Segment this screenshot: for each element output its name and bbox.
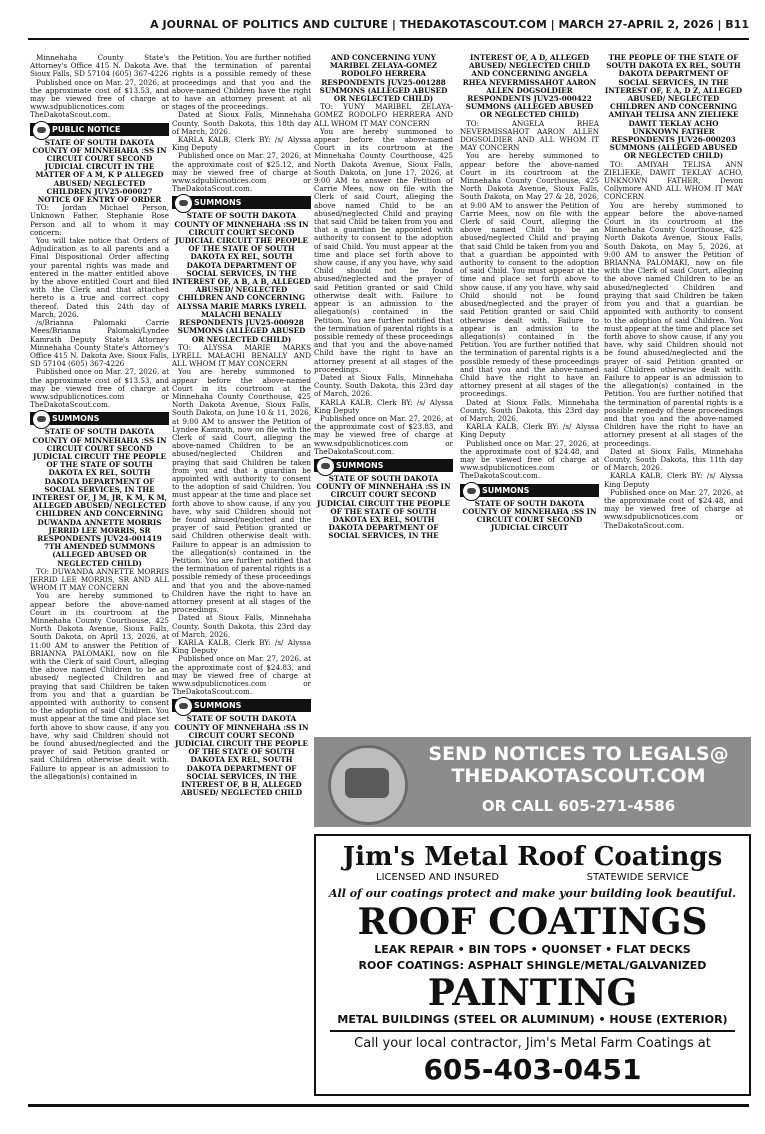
- ad-tagline: All of our coatings protect and make your building look beautiful.: [329, 887, 736, 900]
- notice-heading: STATE OF SOUTH DAKOTA COUNTY OF MINNEHAHA :SS IN CIRCUIT COURT SECOND JUDICIAL CIRCUIT IN THE MATTER OF A M, K P ALLEGED ABUSED/ NEGLECTED CHILDREN JUV25-000027 NOTICE OF ENTRY OF ORDER: [32, 137, 167, 205]
- bottom-rule: [28, 1104, 749, 1107]
- scout-logo-icon: [316, 457, 335, 476]
- notice-text: You will take notice that Orders of Adjudication as to all parents and a Final Dispositional Order affecting your parental rights was made and entered in the matter entitled above by the above entitled Court and filed with the Clerk and that attached hereto is a true and correct copy thereof. Dated this 24th day of March, 2026.: [30, 236, 169, 319]
- notice-text: You are hereby summoned to appear before the above-named Court in its courtroom at the Minnehaha County Courthouse, 425 North Dakota Avenue, Sioux Falls, South Dakota, on April 13, 2026, at 11:00 AM to answer the Petition of BRIANNA PALOMAKI, now on file with the Clerk of said Court, alleging the above named Children to be an abused/ neglected Children and praying that said Children be taken from you and that a guardian be appointed with authority to consent to the adoption of said Children. You must appear at the time and place set forth above to show cause, if any you have, why said Children should not be found abused/neglected and the prayer of said Petition granted or said Children otherwise dealt with. Failure to appear is an admission to the allegation(s) contained in: [30, 591, 169, 781]
- notice-text: Published once on Mar. 27, 2026, at the approximate cost of $24.48, and may be viewed free of charge at www.sdpublicnotices.com or TheDakotaScout.com.: [460, 438, 599, 481]
- notice-text: TO: Jordan Michael Person, Unknown Father, Stephanie Rose Person and all to whom it may concern:: [30, 203, 169, 237]
- notice-heading: STATE OF SOUTH DAKOTA COUNTY OF MINNEHAHA :SS IN CIRCUIT COURT SECOND JUDICIAL CIRCUIT THE PEOPLE OF THE STATE OF SOUTH DAKOTA EX REL, SOUTH DAKOTA DEPARTMENT OF SOCIAL SERVICES, IN THE INTEREST OF, A B, A B, ALLEGED ABUSED/ NEGLECTED CHILDREN AND CONCERNING ALYSSA MARIE MARKS LYRELL MALACHI BENALLY RESPONDENTS JUV25-000928 SUMMONS (ALLEGED ABUSED OR NEGLECTED CHILD): [172, 211, 311, 344]
- page-header: A JOURNAL OF POLITICS AND CULTURE | THEDAKOTASCOUT.COM | MARCH 27-APRIL 2, 2026 | B11: [150, 18, 749, 31]
- ad-title: Jim's Metal Roof Coatings: [342, 842, 723, 872]
- notice-text: TO: DUWANDA ANNETTE MORRIS JERRID LEE MORRIS, SR AND ALL WHOM IT MAY CONCERN: [30, 566, 169, 593]
- ad-types: ROOF COATINGS: ASPHALT SHINGLE/METAL/GALVANIZED: [358, 959, 707, 972]
- notice-heading: STATE OF SOUTH DAKOTA COUNTY OF MINNEHAHA :SS IN CIRCUIT COURT SECOND JUDICIAL CIRCUIT THE PEOPLE OF THE STATE OF SOUTH DAKOTA EX REL, SOUTH DAKOTA DEPARTMENT OF SOCIAL SERVICES, IN THE INTEREST OF, J M, JR, K M, K M, ALLEGED ABUSED/ NEGLECTED CHILDREN AND CONCERNING DUWANDA ANNETTE MORRIS JERRID LEE MORRIS, SR RESPONDENTS JUV24-001419 7TH AMENDED SUMMONS (ALLEGED ABUSED OR NEGLECTED CHILD): [31, 427, 168, 568]
- column-2: [172, 54, 311, 797]
- ad-licensed: LICENSED AND INSURED: [376, 872, 500, 883]
- notice-text: KARLA KALB, Clerk BY: /s/ Alyssa King Deputy: [604, 471, 743, 489]
- ad-call: Call your local contractor, Jim's Metal Farm Coatings at: [354, 1036, 711, 1051]
- notice-text: Published once on Mar. 27, 2026, at the approximate cost of $13.53, and may be viewed free of charge at www.sdpublicnotices.com or TheDakotaScout.com.: [30, 367, 169, 410]
- column-5: [604, 54, 743, 530]
- notice-text: You are hereby summoned to appear before the above-named Court in its courtroom at the Minnehaha County Courthouse, 425 North Dakota Avenue, Sioux Falls, South Dakota, on June 10 & 11, 2026, at 9:00 AM to answer the Petition of Lyndee Kamrath, now on file with the Clerk of said Court, alleging the above-named Children to be an abused/neglected Children and praying that said Children be taken from you and that a guardian be appointed with authority to consent to the adoption of said Children. You must appear at the time and place set forth above to show cause, if any you have, why said Children should not be found abused/neglected and the prayer of said Petition granted or said Children otherwise dealt with. Failure to appear is an admission to the allegation(s) contained in the Petition. You are further notified that the termination of parental rights is a possible remedy of these proceedings and that you and the above-named Children have the right to have an attorney present at all stages of the proceedings.: [172, 367, 311, 615]
- notice-text: TO: YUNY MARIBEL ZELAYA-GOMEZ RODOLFO HERRERA AND ALL WHOM IT MAY CONCERN: [314, 102, 453, 128]
- ad-painting-heading: PAINTING: [427, 972, 638, 1014]
- notice-heading: STATE OF SOUTH DAKOTA COUNTY OF MINNEHAHA :SS IN CIRCUIT COURT SECOND JUDICIAL CIRCUIT THE PEOPLE OF THE STATE OF SOUTH DAKOTA EX REL, SOUTH DAKOTA DEPARTMENT OF SOCIAL SERVICES, IN THE INTEREST OF, B H, ALLEGED ABUSED/ NEGLECTED CHILD: [174, 714, 309, 798]
- scout-emblem-icon: [328, 745, 408, 825]
- scout-logo-icon: [32, 121, 51, 140]
- ad-services: LEAK REPAIR • BIN TOPS • QUONSET • FLAT DECKS: [374, 943, 691, 956]
- notice-text: You are hereby summoned to appear before the above-named Court in its courtroom at the Minnehaha County Courthouse, 425 North Dakota Avenue, Sioux Falls, South Dakota, on June 17, 2026, at 9:00 AM to answer the Petition of Carrie Mees, now on file with the Clerk of said Court, alleging the above named Child to be an abused/neglected Child and praying that said Child be taken from you and that a guardian be appointed with authority to consent to the adoption of said Child. You must appear at the time and place set forth above to show cause, if any you have, why said Child should not be found abused/neglected and the prayer of said Petition granted or said Child otherwise dealt with. Failure to appear is an admission to the allegation(s) contained in the Petition. You are further notified that the termination of parental rights is a possible remedy of these proceedings and that you and the above-named Child have the right to have an attorney present at all stages of the proceedings.: [314, 126, 453, 374]
- column-3: [314, 54, 453, 541]
- column-1: [30, 54, 169, 781]
- notice-text: /s/Brianna Palomaki Carrie Mees/Brianna Palomaki/Lyndee Kamrath Deputy State's Attorney Minnehaha County State's Attorney's Office 415 N. Dakota Ave. Sioux Falls, SD 57104 (605) 367-4226: [30, 318, 169, 369]
- notice-text: Published once on Mar. 27, 2026, at the approximate cost of $24.48, and may be viewed free of charge at www.sdpublicnotices.com or TheDakotaScout.com.: [604, 487, 743, 530]
- notice-text: Minnehaha County State's Attorney's Office 415 N. Dakota Ave. Sioux Falls, SD 57104 (605) 367-4226: [30, 53, 169, 79]
- notice-text: KARLA KALB, Clerk BY: /s/ Alyssa King Deputy: [172, 135, 311, 153]
- ad-statewide: STATEWIDE SERVICE: [586, 872, 689, 883]
- promo-line-2: THEDAKOTASCOUT.COM: [451, 765, 706, 787]
- ad-phone: 605-403-0451: [423, 1053, 642, 1086]
- notice-text: TO: ANGELA RHEA NEVERMISSAHOT AARON ALLEN DOGSOLDIER AND ALL WHOM IT MAY CONCERN: [460, 118, 599, 153]
- promo-line-3: OR CALL 605-271-4586: [481, 797, 676, 815]
- notice-heading: STATE OF SOUTH DAKOTA COUNTY OF MINNEHAHA :SS IN CIRCUIT COURT SECOND JUDICIAL CIRCUIT THE PEOPLE OF THE STATE OF SOUTH DAKOTA EX REL, SOUTH DAKOTA DEPARTMENT OF SOCIAL SERVICES, IN THE: [316, 473, 451, 541]
- notice-text: Dated at Sioux Falls, Minnehaha County, South Dakota, this 11th day of March, 2026.: [604, 446, 743, 473]
- notice-text: Dated at Sioux Falls, Minnehaha County, South Dakota, this 23rd day of March, 2026.: [172, 613, 311, 639]
- notice-text: Published once on Mar. 27, 2026, at the approximate cost of $24.83, and may be viewed free of charge at www.sdpublicnotices.com or TheDakotaScout.com.: [172, 654, 311, 697]
- notice-text: Published once on Mar. 27, 2026, at the approximate cost of $13.53, and may be viewed free of charge at www.sdpublicnotices.com or TheDakotaScout.com.: [30, 77, 169, 120]
- notice-text: Dated at Sioux Falls, Minnehaha County, South Dakota, this 23rd day of March, 2026.: [314, 372, 453, 399]
- column-4: [460, 54, 599, 532]
- notice-text: TO: AMIYAH TELISA ANN ZIELIEKE, DAWIT TEKLAY ACHO, UNKNOWN FATHER, Devon Collymore AND ALL WHOM IT MAY CONCERN: [604, 159, 743, 202]
- notice-text: KARLA KALB, Clerk BY: /s/ Alyssa King Deputy: [460, 422, 599, 440]
- ad-buildings: METAL BUILDINGS (STEEL OR ALUMINUM) • HOUSE (EXTERIOR): [330, 1012, 735, 1032]
- notice-heading: AND CONCERNING YUNY MARIBEL ZELAYA-GOMEZ RODOLFO HERRERA RESPONDENTS JUV25-001288 SUMMONS (ALLEGED ABUSED OR NEGLECTED CHILD): [319, 53, 448, 104]
- ad-subline: [316, 872, 749, 883]
- notice-text: KARLA KALB, Clerk BY: /s/ Alyssa King Deputy: [314, 397, 453, 415]
- section-bar: PUBLIC NOTICE: [30, 123, 169, 136]
- header-rule: [28, 38, 749, 40]
- scout-logo-icon: [462, 482, 481, 501]
- ad-roof-heading: ROOF COATINGS: [357, 901, 708, 943]
- notice-text: the Petition. You are further notified that the termination of parental rights is a possible remedy of these proceedings and that you and the above-named Children have the right to have an attorney present at all stages of the proceedings.: [172, 53, 311, 112]
- send-notices-banner: [314, 737, 751, 827]
- roof-coatings-ad: [314, 834, 751, 1096]
- notice-text: Published once on Mar. 27, 2026, at the approximate cost of $23.83, and may be viewed free of charge at www.sdpublicnotices.com or TheDakotaScout.com.: [314, 413, 453, 456]
- notice-text: TO: ALYSSA MARIE MARKS LYRELL MALACHI BENALLY AND ALL WHOM IT MAY CONCERN: [172, 342, 311, 369]
- notice-text: KARLA KALB, Clerk BY: /s/ Alyssa King Deputy: [172, 638, 311, 656]
- notice-heading: THE PEOPLE OF THE STATE OF SOUTH DAKOTA EX REL, SOUTH DAKOTA DEPARTMENT OF SOCIAL SERVICES, IN THE INTEREST OF, E A, D Z, ALLEGED ABUSED/ NEGLECTED CHILDREN AND CONCERNING AMIYAH TELISA ANN ZIELIEKE DAWIT TEKLAY ACHO UNKNOWN FATHER RESPONDENTS JUV26-000203 SUMMONS (ALLEGED ABUSED OR NEGLECTED CHILD): [604, 53, 743, 161]
- section-bar: SUMMONS: [460, 484, 599, 497]
- notice-text: Dated at Sioux Falls, Minnehaha County, South Dakota, this 18th day of March, 2026.: [172, 110, 311, 136]
- section-bar: SUMMONS: [172, 196, 311, 209]
- section-bar: SUMMONS: [314, 459, 453, 472]
- promo-line-1: SEND NOTICES TO LEGALS@: [428, 743, 729, 765]
- notice-text: Dated at Sioux Falls, Minnehaha County, South Dakota, this 23rd day of March, 2026.: [460, 397, 599, 423]
- section-bar: SUMMONS: [30, 412, 169, 425]
- notice-text: Published once on Mar. 27, 2026, at the approximate cost of $25.12, and may be viewed free of charge at www.sdpublicnotices.com or TheDakotaScout.com.: [172, 151, 311, 194]
- notice-heading: INTEREST OF, A D, ALLEGED ABUSED/ NEGLECTED CHILD AND CONCERNING ANGELA RHEA NEVERMISSAHOT AARON ALLEN DOGSOLDIER RESPONDENTS JUV25-000422 SUMMONS (ALLEGED ABUSED OR NEGLECTED CHILD): [462, 53, 597, 120]
- section-bar: SUMMONS: [172, 699, 311, 712]
- notice-text: You are hereby summoned to appear before the above-named Court in its courtroom at the Minnehaha County Courthouse, 425 North Dakota Avenue, Sioux Falls, South Dakota, on May 27 & 28, 2026, at 9:00 AM to answer the Petition of Carrie Mees, now on file with the Clerk of said Court, alleging the above named Child to be an abused/neglected Child and praying that said Child be taken from you and that a guardian be appointed with authority to consent to the adoption of said Child. You must appear at the time and place set forth above to show cause, if any you have, why said Child should not be found abused/neglected and the prayer of said Petition granted or said Child otherwise dealt with. Failure to appear is an admission to the allegation(s) contained in the Petition. You are further notified that the termination of parental rights is a possible remedy of these proceedings and that you and the above-named Child have the right to have an attorney present at all stages of the proceedings.: [460, 151, 599, 399]
- notice-text: You are hereby summoned to appear before the above-named Court in its courtroom at the Minnehaha County Courthouse, 425 North Dakota Avenue, Sioux Falls, South Dakota, on May 5, 2026, at 9:00 AM to answer the Petition of BRIANNA PALOMAKI, now on file with the Clerk of said Court, alleging the above named Children to be an abused/neglected Children and praying that said Children be taken from you and that a guardian be appointed with authority to consent to the adoption of said Children. You must appear at the time and place set forth above to show cause, if any you have, why said Children should not be found abused/neglected and the prayer of said Petition granted or said Children otherwise dealt with. Failure to appear is an admission to the allegation(s) contained in the Petition. You are further notified that the termination of parental rights is a possible remedy of these proceedings and that you and the above-named Children have the right to have an attorney present at all stages of the proceedings.: [604, 200, 743, 448]
- notice-heading: STATE OF SOUTH DAKOTA COUNTY OF MINNEHAHA :SS IN CIRCUIT COURT SECOND JUDICIAL CIRCUIT: [462, 498, 597, 533]
